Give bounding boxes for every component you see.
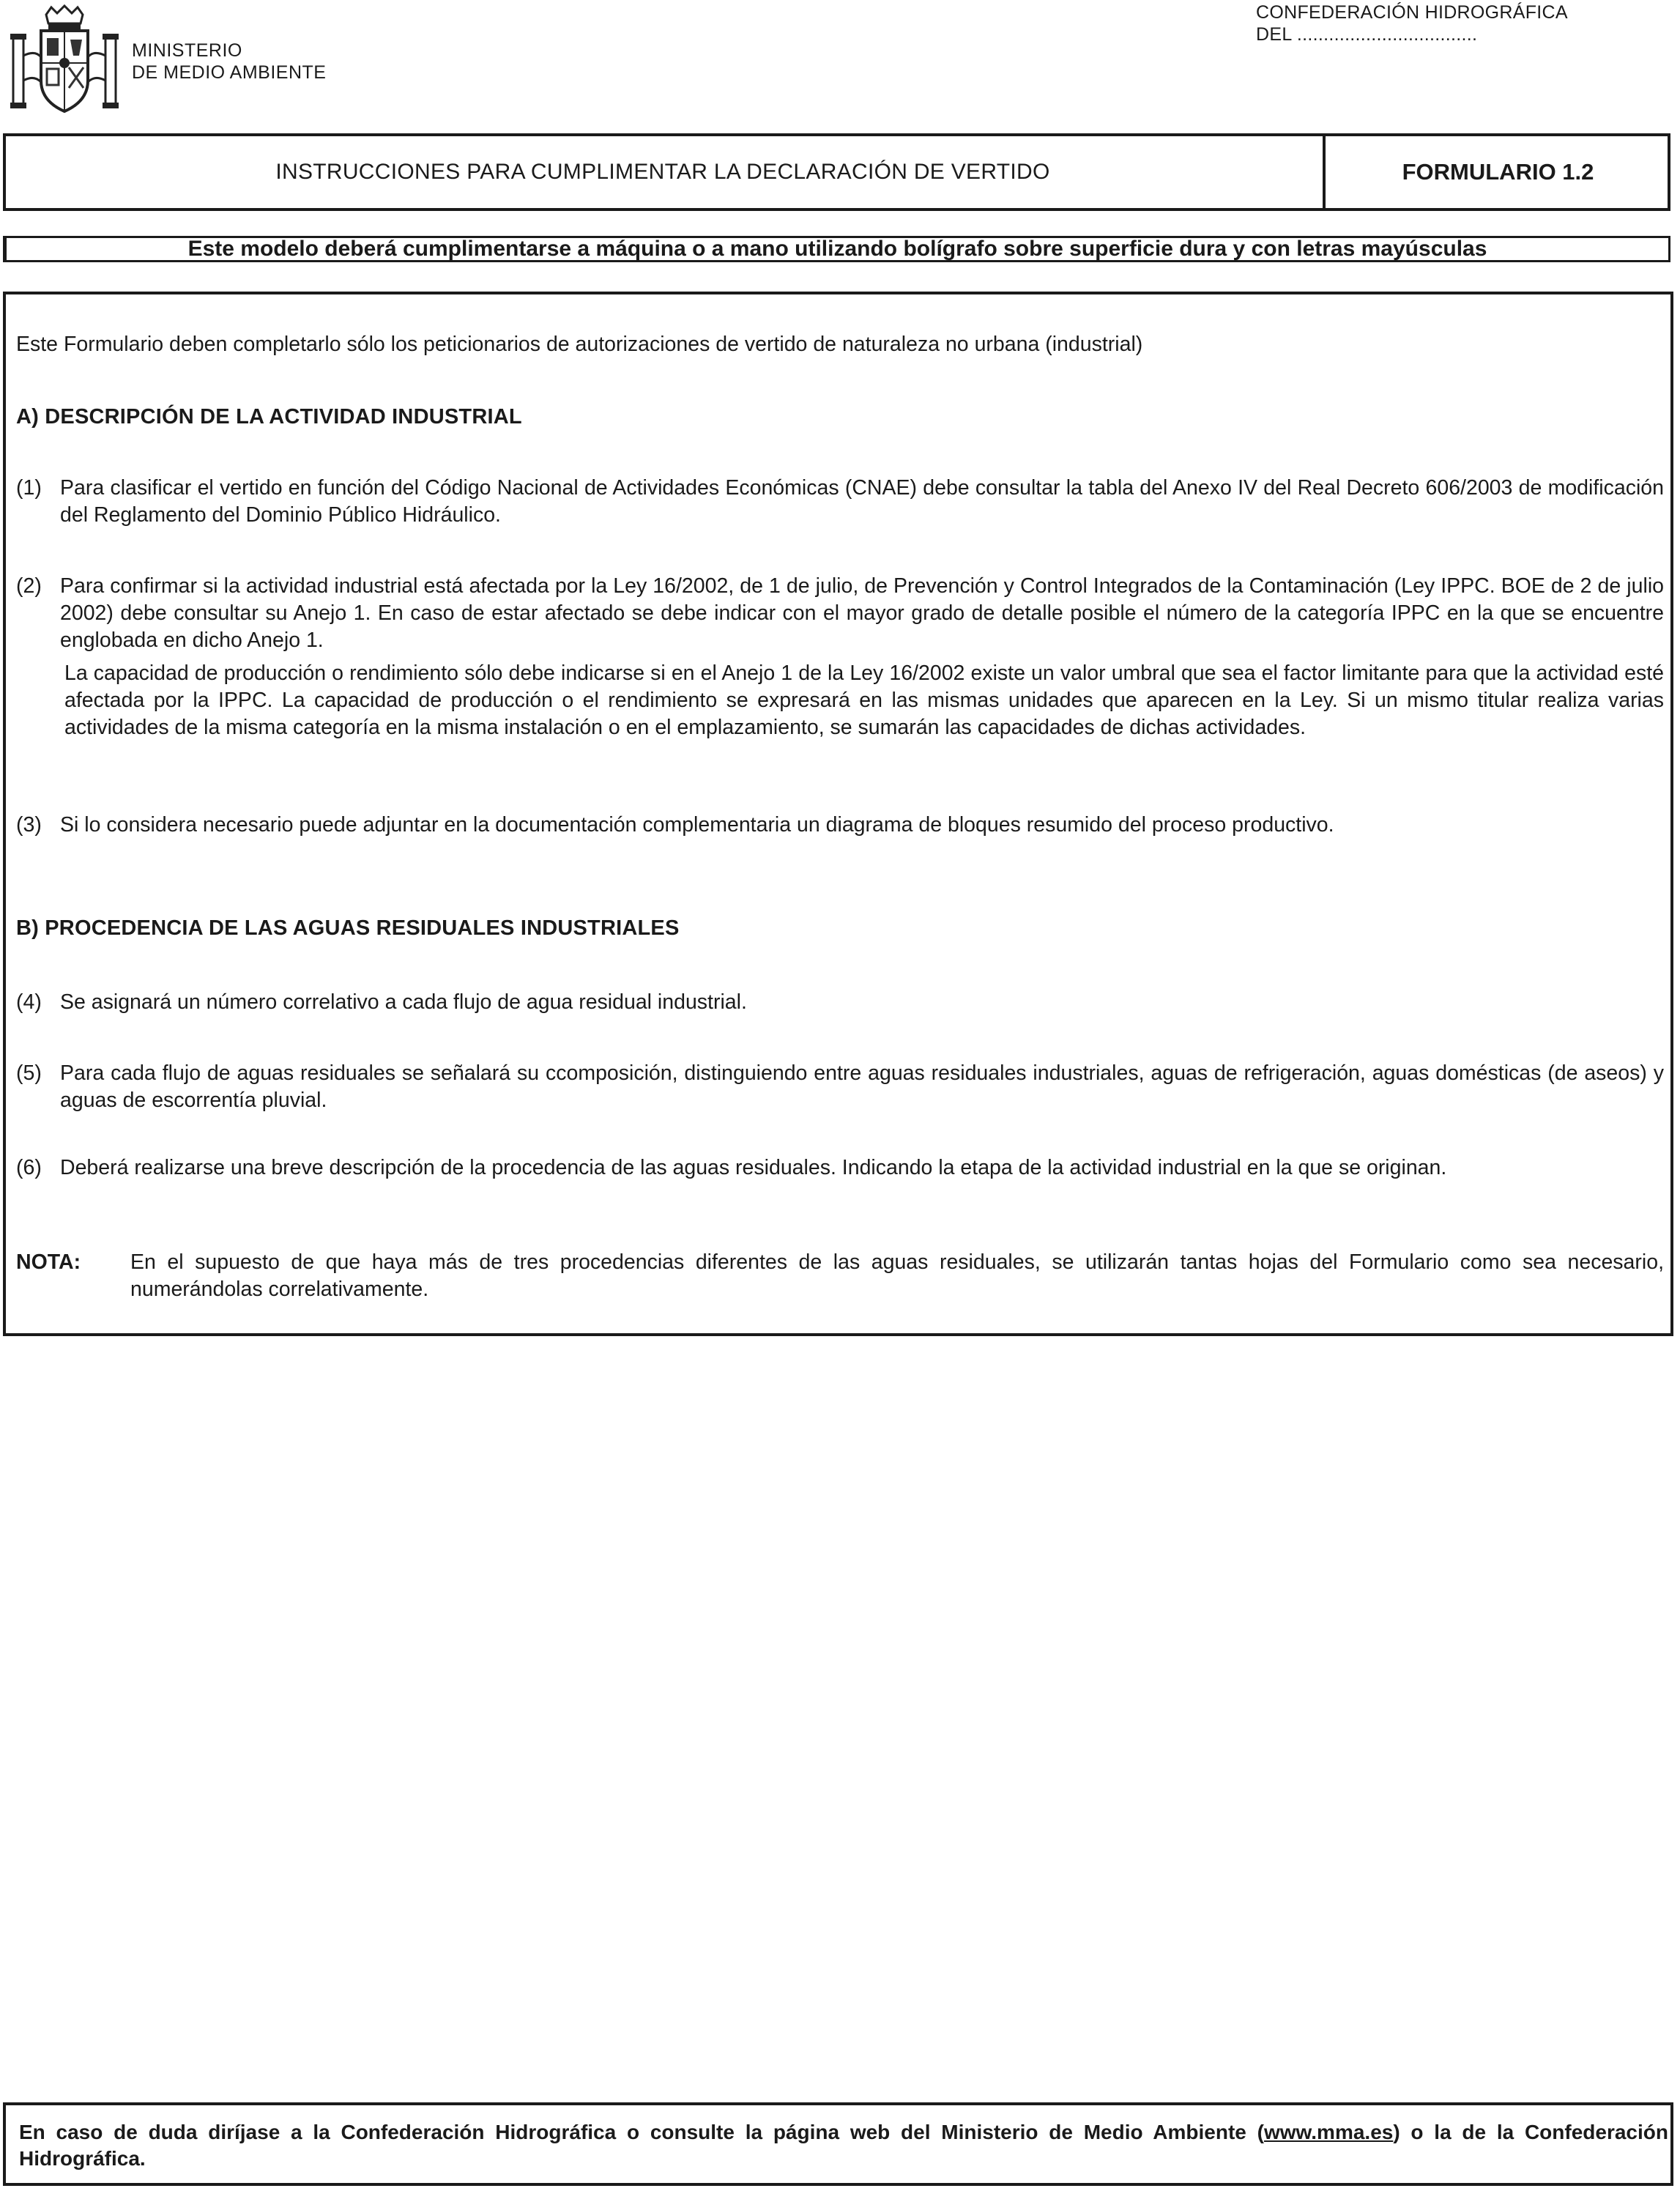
coat-of-arms-logo	[6, 4, 123, 122]
page-title: INSTRUCCIONES PARA CUMPLIMENTAR LA DECLARACIÓN DE VERTIDO	[275, 160, 1050, 184]
item-2-number: (2)	[16, 574, 42, 598]
ministry-website-link[interactable]: www.mma.es	[1263, 2121, 1394, 2143]
ministry-name	[132, 40, 326, 84]
nota-text: En el supuesto de que haya más de tres procedencias diferentes de las aguas residuales, se utilizarán tantas hojas del Formulario como sea necesario, numerándolas correlativamente.	[130, 1250, 1664, 1301]
fill-instructions-banner: Este modelo deberá cumplimentarse a máquina o a mano utilizando bolígrafo sobre superficie dura y con letras mayúsculas	[3, 236, 1670, 262]
confederacion-label: CONFEDERACIÓN HIDROGRÁFICA	[1256, 2, 1568, 23]
section-a-heading: A) DESCRIPCIÓN DE LA ACTIVIDAD INDUSTRIAL	[16, 405, 522, 429]
item-6-number: (6)	[16, 1156, 42, 1179]
footer-help-text	[19, 2119, 1668, 2172]
item-1-number: (1)	[16, 476, 42, 500]
confederacion-del-blank: DEL ..................................	[1256, 24, 1478, 45]
confederacion-field	[1256, 1, 1568, 45]
item-5-text: Para cada flujo de aguas residuales se señalará su ccomposición, distinguiendo entre aguas residuales industriales, aguas de refrigeración, aguas domésticas (de aseos) y aguas de escorrentía pluvial.	[60, 1061, 1664, 1112]
item-5-number: (5)	[16, 1061, 42, 1085]
footer-text-after: ) o la de la Confederación Hidrográfica.	[19, 2121, 1668, 2170]
nota-label: NOTA:	[16, 1250, 81, 1274]
section-b-heading: B) PROCEDENCIA DE LAS AGUAS RESIDUALES INDUSTRIALES	[16, 916, 680, 940]
form-code: FORMULARIO 1.2	[1402, 159, 1594, 185]
footer-text-before: En caso de duda diríjase a la Confederación Hidrográfica o consulte la página web del Ministerio de Medio Ambiente (	[19, 2121, 1264, 2143]
item-6-text: Deberá realizarse una breve descripción de la procedencia de las aguas residuales. Indicando la etapa de la actividad industrial en la que se originan.	[60, 1156, 1447, 1179]
ministry-line-1: MINISTERIO	[132, 40, 242, 61]
item-1-text: Para clasificar el vertido en función del Código Nacional de Actividades Económicas (CNAE) debe consultar la tabla del Anexo IV del Real Decreto 606/2003 de modificación del Reglamento del Dominio Público Hidráulico.	[60, 476, 1664, 527]
ministry-line-2: DE MEDIO AMBIENTE	[132, 62, 327, 83]
item-2-paragraph: La capacidad de producción o rendimiento sólo debe indicarse si en el Anejo 1 de la Ley 16/2002 existe un valor umbral que sea el factor limitante para que la actividad esté afectada por la IPPC. La capacidad de producción o el rendimiento se expresará en las mismas unidades que aparecen en la Ley. Si un mismo titular realiza varias actividades de la misma categoría en la misma instalación o en el emplazamiento, se sumarán las capacidades de dichas actividades.	[64, 661, 1664, 739]
item-3-number: (3)	[16, 813, 42, 837]
intro-text: Este Formulario deben completarlo sólo los peticionarios de autorizaciones de vertido de naturaleza no urbana (industrial)	[16, 333, 1143, 356]
item-4-number: (4)	[16, 990, 42, 1014]
item-4-text: Se asignará un número correlativo a cada flujo de agua residual industrial.	[60, 990, 747, 1014]
item-2-text: Para confirmar si la actividad industrial está afectada por la Ley 16/2002, de 1 de julio, de Prevención y Control Integrados de la Contaminación (Ley IPPC. BOE de 2 de julio 2002) debe consultar su Anejo 1. En caso de estar afectado se debe indicar con el mayor grado de detalle posible el número de la categoría IPPC en la que se encuentre englobada en dicho Anejo 1.	[60, 574, 1664, 652]
item-3-text: Si lo considera necesario puede adjuntar en la documentación complementaria un diagrama de bloques resumido del proceso productivo.	[60, 813, 1334, 837]
